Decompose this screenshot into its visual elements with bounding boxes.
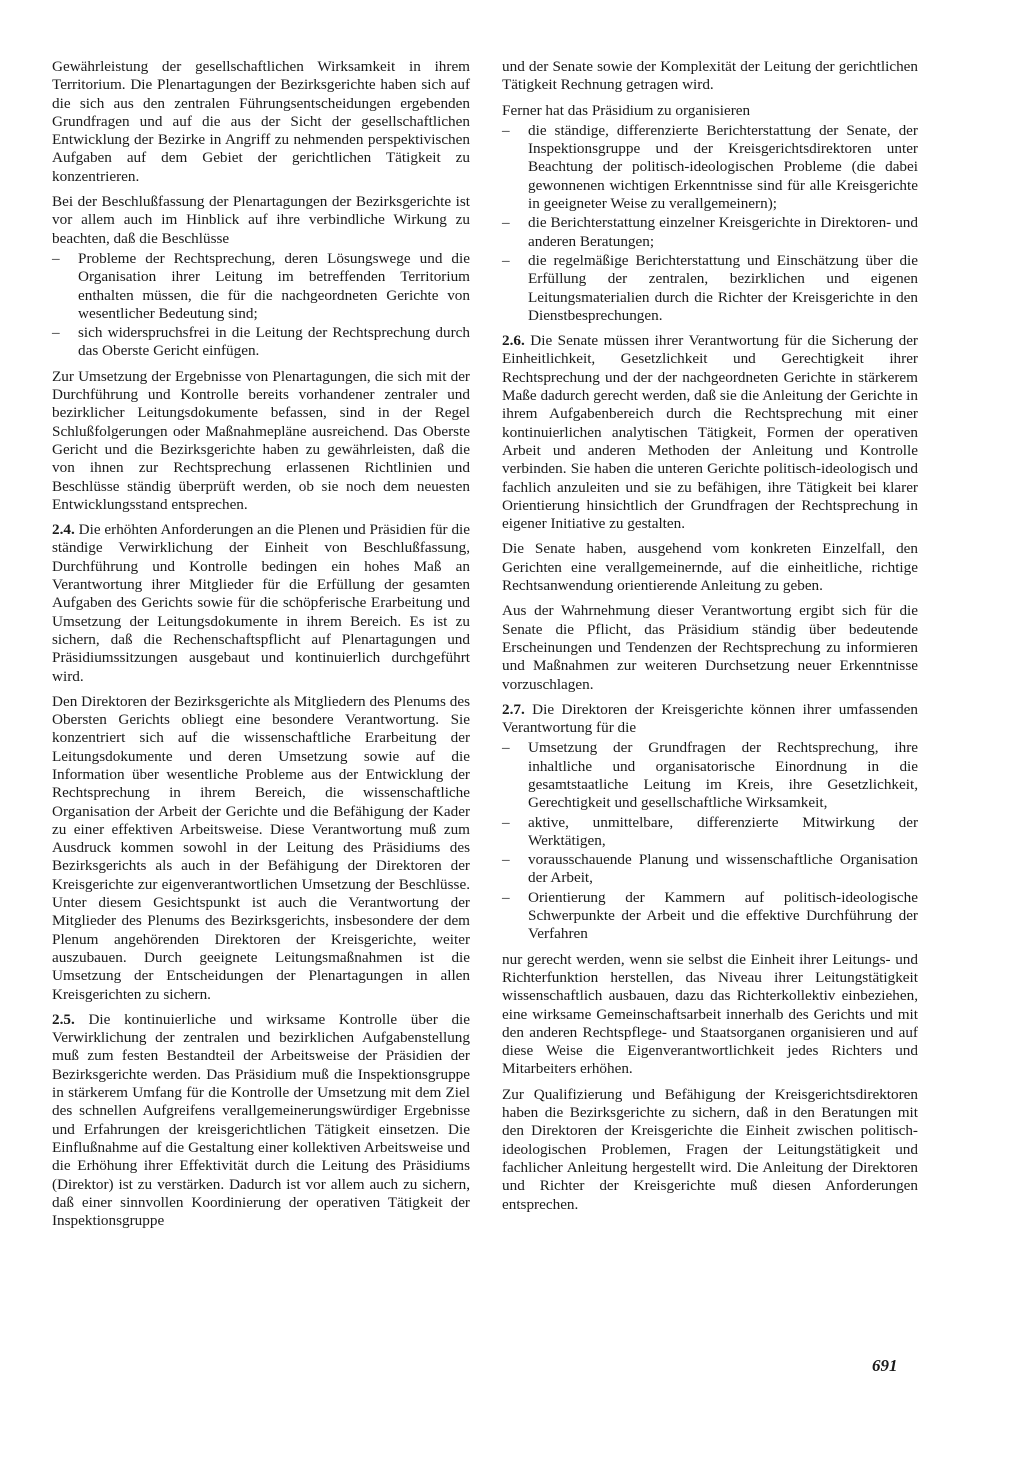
left-column <box>52 58 470 1237</box>
list-item: – Orientierung der Kammern auf politisch-ideologische Schwerpunkte der Arbeit und die effektive Durchführung der Verfahren <box>502 889 918 944</box>
paragraph: Aus der Wahrnehmung dieser Verantwortung ergibt sich für die Senate die Pflicht, das Präsidium ständig über bedeutende Erscheinungen und Tendenzen der Rechtsprechung zu informieren und Maßnahmen zur weiteren Durchsetzung neuer Erkenntnisse vorzuschlagen. <box>502 602 918 693</box>
section-text: Die kontinuierliche und wirksame Kontrolle über die Verwirklichung der zentralen und bezirklichen Aufgabenstellung muß zum festen Bestandteil der Arbeitsweise der Präsidien der Bezirksgerichte werden. Das Präsidium muß die Inspektionsgruppe in stärkerem Umfang für die Kontrolle der Umsetzung mit dem Ziel des schnellen Aufgreifens verallgemeinerungswürdiger Ergebnisse und Erfahrungen der kreisgerichtlichen Tätigkeit einsetzen. Die Einflußnahme auf die Gestaltung einer kollektiven Arbeitsweise und die Erhöhung ihrer Effektivität durch die Leitung des Präsidiums (Direktor) ist zu verstärken. Dadurch ist vor allem auch zu sichern, daß einer sinnvollen Koordinierung der operativen Tätigkeit der Inspektionsgruppe <box>52 1010 470 1230</box>
paragraph: Gewährleistung der gesellschaftlichen Wirksamkeit in ihrem Territorium. Die Plenartagungen der Bezirksgerichte haben sich auf die sich aus den zentralen Führungsentscheidungen ergebenden Grundfragen und auf die aus der Sicht der gesellschaftlichen Entwicklung der Bezirke in Angriff zu nehmenden perspektivischen Aufgaben auf dem Gebiet der gerichtlichen Tätigkeit zu konzentrieren. <box>52 58 470 185</box>
section-number: 2.7. <box>502 700 525 718</box>
paragraph: Zur Qualifizierung und Befähigung der Kreisgerichtsdirektoren haben die Bezirksgerichte zu sichern, daß in den Beratungen mit den Direktoren der Kreisgerichte die Einheit zwischen politisch-ideologischen Problemen, Fragen der Leitungstätigkeit und fachlicher Anleitung hergestellt wird. Die Anleitung der Direktoren und Richter der Kreisgerichte muß diesen Anforderungen entsprechen. <box>502 1085 918 1213</box>
section-number: 2.4. <box>52 521 75 539</box>
dash-list <box>502 739 918 943</box>
paragraph: Die Senate haben, ausgehend vom konkreten Einzelfall, den Gerichten eine verallgemeinernde, auf die einheitliche, richtige Rechtsanwendung orientierende Anleitung zu geben. <box>502 540 918 595</box>
section-2-7 <box>502 701 918 738</box>
section-2-6 <box>502 332 918 533</box>
dash-list <box>502 122 918 325</box>
list-item: – Umsetzung der Grundfragen der Rechtsprechung, ihre inhaltliche und organisatorische Einordnung in die gesamtstaatliche Leitung im Kreis, ihre Gesetzlichkeit, Gerechtigkeit und gesellschaftliche Wirksamkeit, <box>502 739 918 812</box>
list-item: – die ständige, differenzierte Berichterstattung der Senate, der Inspektionsgruppe und der Kreisgerichtsdirektoren unter Beachtung der politisch-ideologischen Probleme (die dabei gewonnenen wichtigen Erkenntnisse sind für alle Kreisgerichte in geeigneter Weise zu verallgemeinern); <box>502 122 918 213</box>
section-text: Die Direktoren der Kreisgerichte können ihrer umfassenden Verantwortung für die <box>502 700 919 737</box>
section-2-4 <box>52 521 470 686</box>
section-2-5 <box>52 1011 470 1231</box>
section-text: Die Senate müssen ihrer Verantwortung für die Sicherung der Einheitlichkeit, Gesetzlichkeit und Gerechtigkeit ihrer Rechtsprechung und der der nachgeordneten Gerichte in stärkerem Maße dadurch gerecht werden, daß sie die Anleitung der Gerichte in ihrem Aufgabenbereich durch die Rechtsprechung mit einer kontinuierlichen analytischen Tätigkeit, Formen der operativen Arbeit und anderen Methoden der Anleitung und Kontrolle verbinden. Sie haben die unteren Gerichte politisch-ideologisch und fachlich anzuleiten und sie zu befähigen, ihre Tätigkeit bei klarer Orientierung hinsichtlich der Grundfragen der Rechtsprechung in eigener Initiative zu gestalten. <box>502 332 918 533</box>
dash-list <box>52 250 470 361</box>
list-item: – die regelmäßige Berichterstattung und Einschätzung über die Erfüllung der zentralen, bezirklichen und eigenen Leitungsmaterialien durch die Richter der Kreisgerichte in den Dienstbesprechungen. <box>502 252 918 325</box>
section-number: 2.6. <box>502 332 525 350</box>
paragraph: Zur Umsetzung der Ergebnisse von Plenartagungen, die sich mit der Durchführung und Kontrolle bereits vorhandener zentraler und bezirklicher Leitungsdokumente befassen, sind in der Regel Schlußfolgerungen oder Maßnahmepläne ausreichend. Das Oberste Gericht und die Bezirksgerichte haben zu gewährleisten, daß die von ihnen zur Rechtsprechung erlassenen Richtlinien und Beschlüsse ständig überprüft werden, ob sie noch dem neuesten Entwicklungsstand entsprechen. <box>52 367 470 513</box>
paragraph: Bei der Beschlußfassung der Plenartagungen der Bezirksgerichte ist vor allem auch im Hinblick auf ihre verbindliche Wirkung zu beachten, daß die Beschlüsse <box>52 193 470 247</box>
section-text: Die erhöhten Anforderungen an die Plenen und Präsidien für die ständige Verwirklichung der Einheit von Beschlußfassung, Durchführung und Kontrolle bedingen ein hohes Maß an Verantwortung ihrer Mitglieder für die Erfüllung der gesamten Aufgaben des Gerichts sowie für die schöpferische Erarbeitung und Umsetzung der Leitungsdokumente in ihrem Bereich. Es ist zu sichern, daß die Rechenschaftspflicht auf Plenartagungen und Präsidiumssitzungen ausgebaut und kontinuierlich durchgeführt wird. <box>52 521 470 685</box>
list-item: – vorausschauende Planung und wissenschaftliche Organisation der Arbeit, <box>502 851 918 888</box>
list-item: – sich widerspruchsfrei in die Leitung der Rechtsprechung durch das Oberste Gericht einfügen. <box>52 324 470 361</box>
paragraph: und der Senate sowie der Komplexität der Leitung der gerichtlichen Tätigkeit Rechnung getragen wird. <box>502 58 918 94</box>
paragraph: nur gerecht werden, wenn sie selbst die Einheit ihrer Leitungs- und Richterfunktion herstellen, das Niveau ihrer Leitungstätigkeit wissenschaftlich ausbauen, dazu das Richterkollektiv einbeziehen, eine wirksame Gemeinschaftsarbeit innerhalb des Gerichts und mit den anderen Rechtspflege- und Staatsorganen organisieren und auf diese Weise die Eigenverantwortlichkeit jedes Richters und Mitarbeiters erhöhen. <box>502 950 918 1078</box>
paragraph: Den Direktoren der Bezirksgerichte als Mitgliedern des Plenums des Obersten Gerichts obliegt eine besondere Verantwortung. Sie konzentriert sich auf die wissenschaftliche Erarbeitung der Leitungsdokumente und deren Umsetzung sowie auf die Information über wesentliche Probleme aus der Entwicklung der Rechtsprechung in ihrem Bereich, die wissenschaftliche Organisation der Arbeit der Gerichte und die Befähigung der Kader zu einer effektiven Arbeitsweise. Diese Verantwortung muß zum Ausdruck kommen sowohl in der Leitung des Präsidiums des Bezirksgerichts als auch in der Befähigung der Direktoren der Kreisgerichte zur eigenverantwortlichen Umsetzung der Beschlüsse. Unter diesem Gesichtspunkt ist auch die Verantwortung der Mitglieder des Plenums des Bezirksgerichts, insbesondere der dem Plenum angehörenden Direktoren der Kreisgerichte, weiter auszubauen. Durch geeignete Leitungsmaßnahmen ist die Umsetzung der Entscheidungen der Plenartagungen in allen Kreisgerichten zu sichern. <box>52 692 470 1003</box>
page-number: 691 <box>872 1356 898 1375</box>
list-item: – Probleme der Rechtsprechung, deren Lösungswege und die Organisation ihrer Leitung im betreffenden Territorium enthalten müssen, die für die nachgeordneten Gerichte von wesentlicher Bedeutung sind; <box>52 250 470 323</box>
right-column <box>502 58 918 1221</box>
paragraph: Ferner hat das Präsidium zu organisieren <box>502 101 751 119</box>
section-number: 2.5. <box>52 1010 75 1028</box>
list-item: – aktive, unmittelbare, differenzierte Mitwirkung der Werktätigen, <box>502 814 918 851</box>
list-item: – die Berichterstattung einzelner Kreisgerichte in Direktoren- und anderen Beratungen; <box>502 214 918 251</box>
